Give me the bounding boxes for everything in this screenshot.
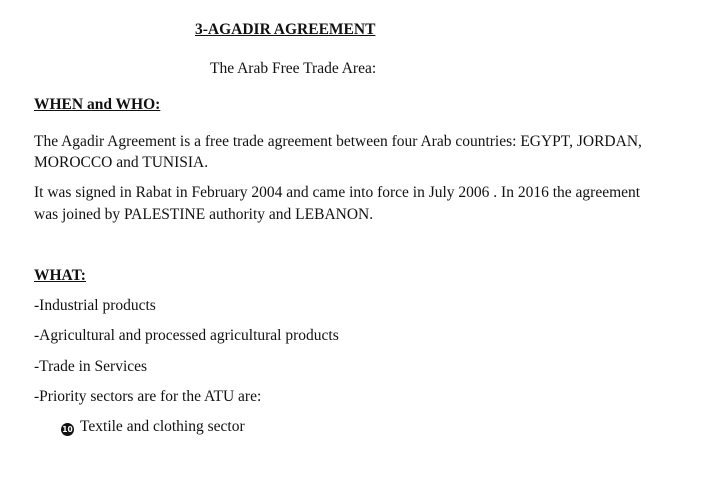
list-item: -Industrial products bbox=[34, 297, 156, 314]
paragraph-line: The Agadir Agreement is a free trade agreement between four Arab countries: EGYPT, JORDAN, bbox=[34, 133, 642, 150]
page-title: 3-AGADIR AGREEMENT bbox=[195, 21, 376, 38]
paragraph-line: MOROCCO and TUNISIA. bbox=[34, 154, 209, 171]
list-item: -Priority sectors are for the ATU are: bbox=[34, 388, 262, 405]
sub-list-item bbox=[61, 418, 245, 436]
circled-number-10-icon: 10 bbox=[62, 425, 73, 434]
list-item: -Trade in Services bbox=[34, 358, 148, 375]
paragraph-line: It was signed in Rabat in February 2004 and came into force in July 2006 . In 2016 the agreement bbox=[34, 184, 641, 201]
heading-what: WHAT: bbox=[34, 267, 86, 284]
list-item: -Agricultural and processed agricultural products bbox=[34, 327, 339, 344]
page-subtitle: The Arab Free Trade Area: bbox=[210, 60, 377, 77]
paragraph-line: was joined by PALESTINE authority and LEBANON. bbox=[34, 206, 374, 223]
sub-list-item-text: Textile and clothing sector bbox=[80, 418, 245, 435]
heading-when-and-who: WHEN and WHO: bbox=[34, 96, 161, 113]
